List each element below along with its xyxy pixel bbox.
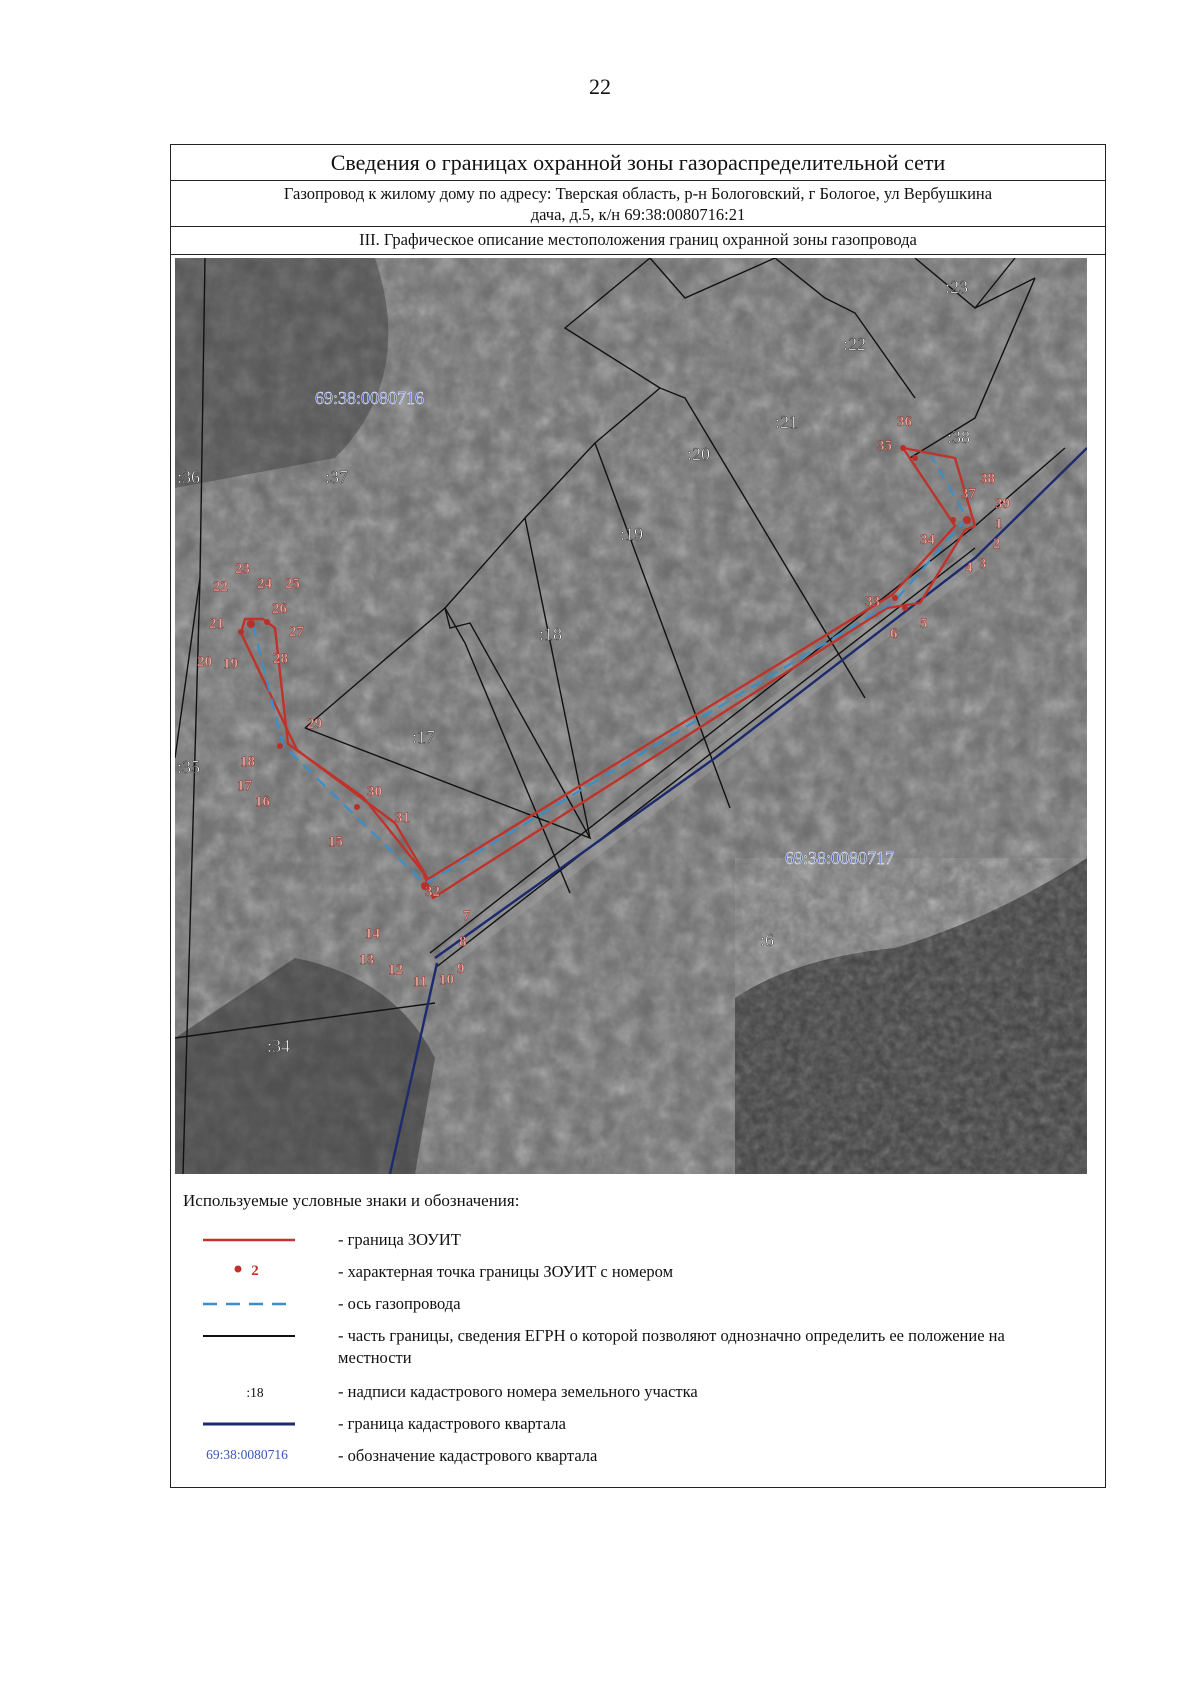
legend-parcel-sample: :18 — [246, 1385, 264, 1400]
document-frame — [170, 144, 1106, 1488]
parcel-label: :19 — [620, 524, 644, 544]
parcel-label: :20 — [687, 444, 711, 464]
legend-point-sample: 2 — [251, 1263, 259, 1279]
legend-quarter-sample: 69:38:0080716 — [206, 1447, 288, 1462]
legend-item-zone-point — [183, 1257, 1083, 1287]
point-label: 7 — [463, 908, 471, 924]
point-label: 27 — [289, 624, 304, 640]
parcel-label: :18 — [539, 624, 563, 644]
legend-text: - граница ЗОУИТ — [338, 1230, 461, 1249]
legend-text: - часть границы, сведения ЕГРН о которой позволяют однозначно определить ее положение на местности — [338, 1326, 1005, 1367]
point-label: 15 — [328, 834, 343, 850]
point-label: 36 — [897, 414, 912, 430]
zone-point — [963, 516, 971, 524]
point-label: 29 — [307, 716, 322, 732]
point-label: 3 — [979, 556, 987, 572]
zone-point — [354, 804, 360, 810]
navy-line-symbol — [183, 1409, 311, 1439]
point-label: 24 — [257, 576, 272, 592]
blue-dashed-line-symbol — [183, 1289, 311, 1319]
point-label: 26 — [272, 601, 287, 617]
zone-point — [950, 517, 956, 523]
zone-point — [892, 595, 898, 601]
parcel-label: :21 — [775, 412, 799, 432]
parcel-label: :6 — [760, 930, 775, 950]
point-label: 34 — [920, 532, 935, 548]
point-label: 33 — [865, 594, 880, 610]
point-label: 10 — [439, 972, 454, 988]
point-label: 25 — [285, 576, 300, 592]
aerial-map — [175, 258, 1087, 1174]
legend-item-quarter-label — [183, 1441, 1083, 1471]
quarter-label-0080717: 69:38:0080717 — [785, 848, 895, 868]
legend-text: - характерная точка границы ЗОУИТ с номером — [338, 1262, 674, 1281]
point-label: 14 — [365, 926, 380, 942]
point-label: 2 — [993, 536, 1001, 552]
legend-text: - обозначение кадастрового квартала — [338, 1446, 598, 1465]
point-label: 28 — [273, 651, 288, 667]
parcel-label: :38 — [947, 427, 971, 447]
point-label: 38 — [980, 471, 995, 487]
legend-item-egrn-boundary — [183, 1321, 1083, 1369]
parcel-label: :36 — [177, 467, 201, 487]
point-label: 30 — [367, 784, 382, 800]
quarter-label-0080716: 69:38:0080716 — [315, 388, 425, 408]
point-label: 8 — [459, 934, 467, 950]
zone-point — [264, 619, 270, 625]
document-title: Сведения о границах охранной зоны газораспределительной сети — [171, 145, 1105, 181]
point-label: 18 — [240, 754, 255, 770]
object-line-2: дача, д.5, к/н 69:38:0080716:21 — [530, 205, 746, 224]
point-label: 22 — [213, 579, 228, 595]
zone-point — [277, 743, 283, 749]
point-label: 32 — [425, 884, 440, 900]
point-label: 1 — [995, 516, 1003, 532]
point-label: 4 — [965, 560, 973, 576]
point-label: 21 — [209, 616, 224, 632]
legend-item-quarter-boundary — [183, 1409, 1083, 1439]
parcel-label: :35 — [177, 757, 201, 777]
point-label: 13 — [359, 952, 374, 968]
point-label: 9 — [457, 961, 465, 977]
object-line-1: Газопровод к жилому дому по адресу: Тверская область, р-н Бологовский, г Бологое, ул Вербушкина — [283, 184, 993, 203]
zone-point — [238, 629, 244, 635]
parcel-label: :22 — [843, 334, 867, 354]
red-line-symbol — [183, 1225, 311, 1255]
forest-texture — [735, 858, 1087, 1174]
legend-item-zone-boundary — [183, 1225, 1083, 1255]
legend-text: - ось газопровода — [338, 1294, 461, 1313]
zone-point — [902, 605, 908, 611]
zone-point — [912, 455, 918, 461]
parcel-label: :17 — [412, 727, 436, 747]
page-number: 22 — [589, 74, 611, 99]
point-label: 20 — [197, 654, 212, 670]
point-label: 19 — [223, 656, 238, 672]
legend-item-gas-axis — [183, 1289, 1083, 1319]
point-label: 31 — [395, 810, 410, 826]
point-label: 6 — [890, 626, 898, 642]
point-label: 35 — [877, 438, 892, 454]
legend-text: - граница кадастрового квартала — [338, 1414, 566, 1433]
black-line-symbol — [183, 1321, 311, 1351]
point-label: 5 — [920, 616, 928, 632]
point-label: 11 — [413, 974, 428, 990]
legend-text: - надписи кадастрового номера земельного участка — [338, 1382, 698, 1401]
legend-title: Используемые условные знаки и обозначения: — [183, 1191, 520, 1210]
point-label: 16 — [255, 794, 270, 810]
parcel-label: :34 — [267, 1036, 291, 1056]
legend-item-parcel-label — [183, 1377, 1083, 1407]
section-title: III. Графическое описание местоположения границ охранной зоны газопровода — [171, 227, 1105, 255]
point-label: 23 — [235, 561, 250, 577]
parcel-label: :37 — [325, 467, 349, 487]
zone-point — [247, 620, 255, 628]
point-label: 37 — [961, 486, 976, 502]
zone-point — [900, 445, 906, 451]
point-label: 17 — [237, 778, 252, 794]
parcel-label: :23 — [945, 277, 969, 297]
point-label: 12 — [388, 962, 403, 978]
object-description — [171, 181, 1105, 227]
point-label: 39 — [995, 496, 1010, 512]
